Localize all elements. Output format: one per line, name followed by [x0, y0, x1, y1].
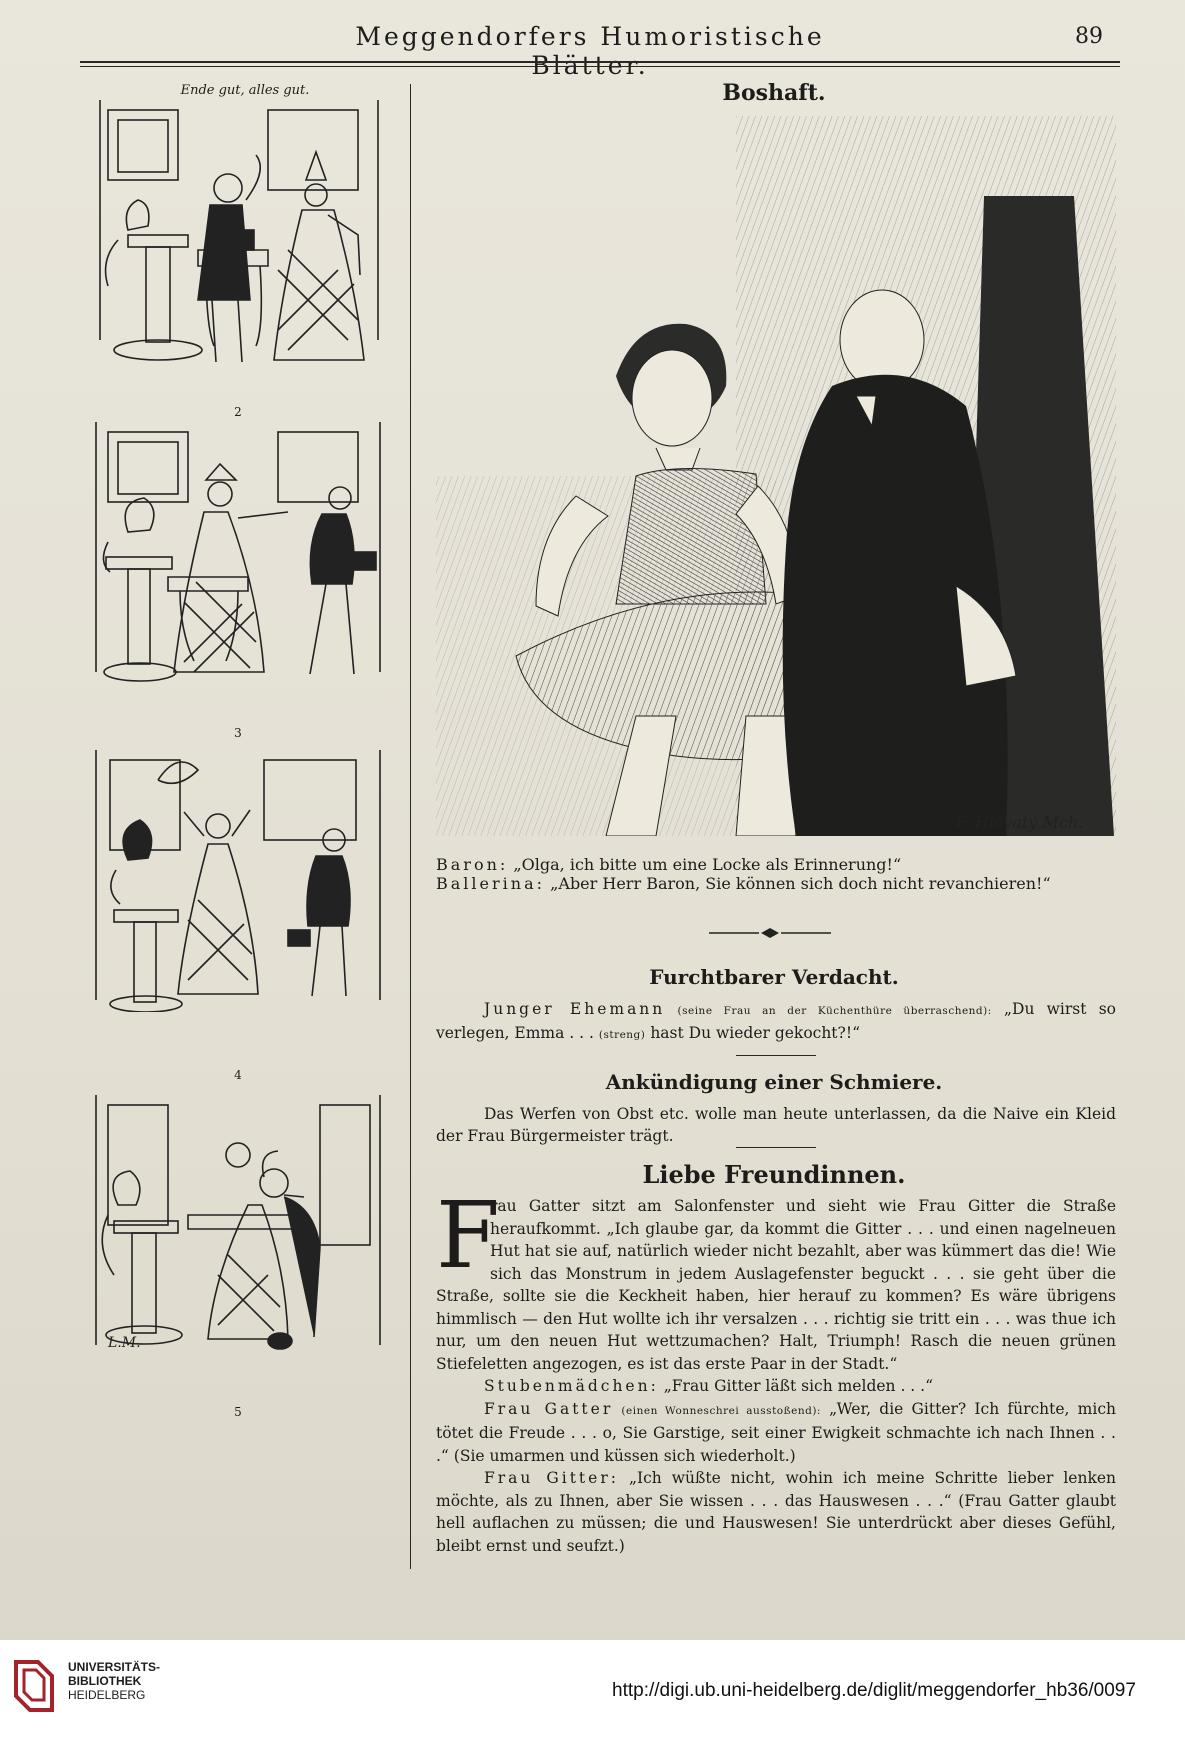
speaker-name: Baron: — [436, 855, 509, 874]
illustration-signature: F. Hlavatý Mch. — [956, 813, 1084, 832]
panel-number: 3 — [234, 726, 242, 740]
paragraph: Das Werfen von Obst etc. wolle man heute unterlassen, da die Naive ein Kleid der Frau Bürgermeister trägt. — [436, 1105, 1116, 1145]
header-rule-thin — [80, 66, 1120, 67]
comic-panel-1-drawing — [88, 100, 388, 372]
paragraph: rau Gatter sitzt am Salonfenster und sieht wie Frau Gitter die Straße heraufkommt. „Ich glaube gar, da kommt die Gitter . . . und einen nagelneuen Hut hat sie auf, natürlich wieder nicht bezahlt, aber was kümmert das die! Wie sich das Monstrum in jedem Auslagefenster beguckt . . . sie geht über die Straße, sollte sie die Keckheit haben, hier herauf zu kommen? Es wäre übrigens himmlisch — den Hut wollte ich ihr versalzen . . . richtig sie tritt ein . . . was thue ich nur, um den neuen Hut wettzumachen? Halt, Triumph! Rasch die neuen grünen Stiefeletten angezogen, es ist das erste Paar in der Stadt.“ — [436, 1197, 1116, 1373]
speaker-name: Stubenmädchen: — [484, 1377, 659, 1395]
dialog-text: „Olga, ich bitte um eine Locke als Erinnerung!“ — [513, 855, 902, 874]
article-body-schmiere — [436, 1103, 1116, 1147]
comic-panel-2 — [88, 422, 388, 694]
dialog-text: „Frau Gitter läßt sich melden . . .“ — [663, 1377, 934, 1395]
section-rule — [736, 1055, 816, 1056]
comic-panel-4 — [88, 1085, 388, 1357]
panel-number: 2 — [234, 405, 242, 419]
column-divider — [410, 84, 411, 1569]
dialog-line — [436, 874, 1116, 893]
ornament-divider — [705, 926, 835, 940]
panel-number: 5 — [234, 1405, 242, 1419]
section-rule — [736, 1147, 816, 1148]
comic-signature: L.M. — [108, 1335, 141, 1351]
article-title-freundinnen: Liebe Freundinnen. — [642, 1160, 906, 1189]
dialog-text: „Du wirst so verlegen, Emma . . . — [436, 1000, 1116, 1042]
dialog-text: „Ich wüßte nicht, wohin ich meine Schritte lieber lenken möchte, als zu Ihnen, aber Sie wissen . . . das Hauswesen . . .“ (Frau Gatter glaubt hell auflachen zu müssen; die und Hauswesen! Sie unterdrückt aber dieses Gefühl, bleibt ernst und seufzt.) — [436, 1469, 1116, 1555]
comic-title: Ende gut, alles gut. — [180, 83, 310, 98]
article-title-schmiere: Ankündigung einer Schmiere. — [605, 1070, 943, 1094]
dialog-boshaft — [436, 855, 1116, 893]
comic-panel-3 — [88, 740, 388, 1012]
article-body-verdacht — [436, 998, 1116, 1046]
speaker-name: Junger Ehemann — [484, 1000, 666, 1018]
comic-panel-1 — [88, 100, 388, 372]
article-title-boshaft: Boshaft. — [722, 80, 826, 106]
speaker-name: Ballerina: — [436, 874, 545, 893]
comic-panel-2-drawing — [88, 422, 388, 694]
ballerina-baron-illustration — [436, 116, 1116, 836]
dialog-text: „Aber Herr Baron, Sie können sich doch nicht revanchieren!“ — [550, 874, 1051, 893]
source-url-link[interactable]: http://digi.ub.uni-heidelberg.de/diglit/meggendorfer_hb36/0097 — [612, 1680, 1136, 1701]
dialog-text: hast Du wieder gekocht?!“ — [650, 1024, 861, 1042]
panel-number: 4 — [234, 1068, 242, 1082]
comic-panel-4-drawing — [88, 1085, 388, 1357]
speaker-name: Frau Gatter — [484, 1399, 614, 1418]
university-logo-icon — [12, 1656, 56, 1714]
university-logo-text — [68, 1660, 160, 1702]
article-title-verdacht: Furchtbarer Verdacht. — [649, 965, 899, 989]
speaker-name: Frau Gitter: — [484, 1469, 619, 1487]
dialog-text: „Wer, die Gitter? Ich fürchte, mich tötet die Freude . . . o, Sie Garstige, seit einer Ewigkeit schmachte ich nach Ihnen . . .“ (Sie umarmen und küssen sich wiederholt.) — [436, 1399, 1116, 1465]
header-rule — [80, 61, 1120, 63]
comic-panel-3-drawing — [88, 740, 388, 1012]
drop-cap: F — [436, 1182, 500, 1289]
running-header-title: Meggendorfers Humoristische Blätter. — [355, 22, 825, 80]
stage-direction: (seine Frau an der Küchenthüre überraschend): — [677, 1005, 992, 1017]
article-body-freundinnen — [436, 1182, 1116, 1557]
stage-direction: (einen Wonneschrei ausstoßend): — [621, 1404, 821, 1417]
page-number: 89 — [1075, 24, 1103, 49]
dialog-line — [436, 855, 1116, 874]
logo-line: UNIVERSITÄTS- — [68, 1660, 161, 1674]
stage-direction: (streng) — [598, 1029, 646, 1041]
logo-line: BIBLIOTHEK — [68, 1674, 142, 1688]
logo-line: HEIDELBERG — [68, 1688, 146, 1702]
illustration-drawing — [436, 116, 1116, 836]
